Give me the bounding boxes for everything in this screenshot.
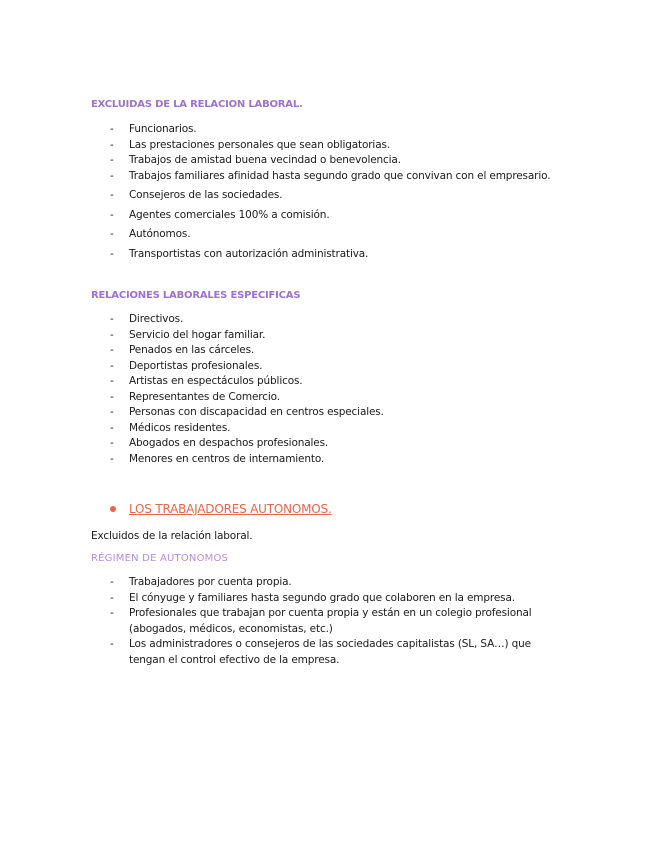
regimen-list bbox=[110, 575, 560, 668]
list-item: - Agentes comerciales 100% a comisión. bbox=[110, 208, 570, 224]
list-item: - Personas con discapacidad en centros especiales. bbox=[110, 405, 570, 421]
list-item: - Transportistas con autorización administrativa. bbox=[110, 247, 570, 263]
list-item: - Trabajos familiares afinidad hasta segundo grado que convivan con el empresario. bbox=[110, 169, 570, 185]
autonomos-heading-text: LOS TRABAJADORES AUTONOMOS. bbox=[129, 502, 332, 516]
list-item: - Servicio del hogar familiar. bbox=[110, 328, 570, 344]
excluidas-list bbox=[110, 122, 570, 262]
list-item: - Menores en centros de internamiento. bbox=[110, 452, 570, 468]
list-item: - Trabajos de amistad buena vecindad o benevolencia. bbox=[110, 153, 570, 169]
list-item: - Artistas en espectáculos públicos. bbox=[110, 374, 570, 390]
autonomos-heading bbox=[110, 502, 332, 516]
regimen-subheading: RÉGIMEN DE AUTONOMOS bbox=[91, 553, 229, 564]
list-item: - El cónyuge y familiares hasta segundo grado que colaboren en la empresa. bbox=[110, 591, 560, 607]
list-item: - Autónomos. bbox=[110, 227, 570, 243]
section-heading-especificas: RELACIONES LABORALES ESPECIFICAS bbox=[91, 290, 301, 301]
list-item: - Funcionarios. bbox=[110, 122, 570, 138]
list-item: - Consejeros de las sociedades. bbox=[110, 188, 570, 204]
list-item: - Representantes de Comercio. bbox=[110, 390, 570, 406]
list-item: - Las prestaciones personales que sean obligatorias. bbox=[110, 138, 570, 154]
section-heading-excluidas: EXCLUIDAS DE LA RELACION LABORAL. bbox=[91, 99, 303, 110]
autonomos-intro: Excluidos de la relación laboral. bbox=[91, 530, 253, 542]
list-item: - Directivos. bbox=[110, 312, 570, 328]
list-item: - Penados en las cárceles. bbox=[110, 343, 570, 359]
list-item: - Profesionales que trabajan por cuenta propia y están en un colegio profesional (abogados, médicos, economistas, etc.) bbox=[110, 606, 560, 637]
list-item: - Abogados en despachos profesionales. bbox=[110, 436, 570, 452]
list-item: - Médicos residentes. bbox=[110, 421, 570, 437]
list-item: - Deportistas profesionales. bbox=[110, 359, 570, 375]
list-item: - Trabajadores por cuenta propia. bbox=[110, 575, 560, 591]
especificas-list bbox=[110, 312, 570, 467]
list-item: - Los administradores o consejeros de las sociedades capitalistas (SL, SA…) que tengan el control efectivo de la empresa. bbox=[110, 637, 560, 668]
bullet-dot-icon bbox=[110, 506, 116, 512]
